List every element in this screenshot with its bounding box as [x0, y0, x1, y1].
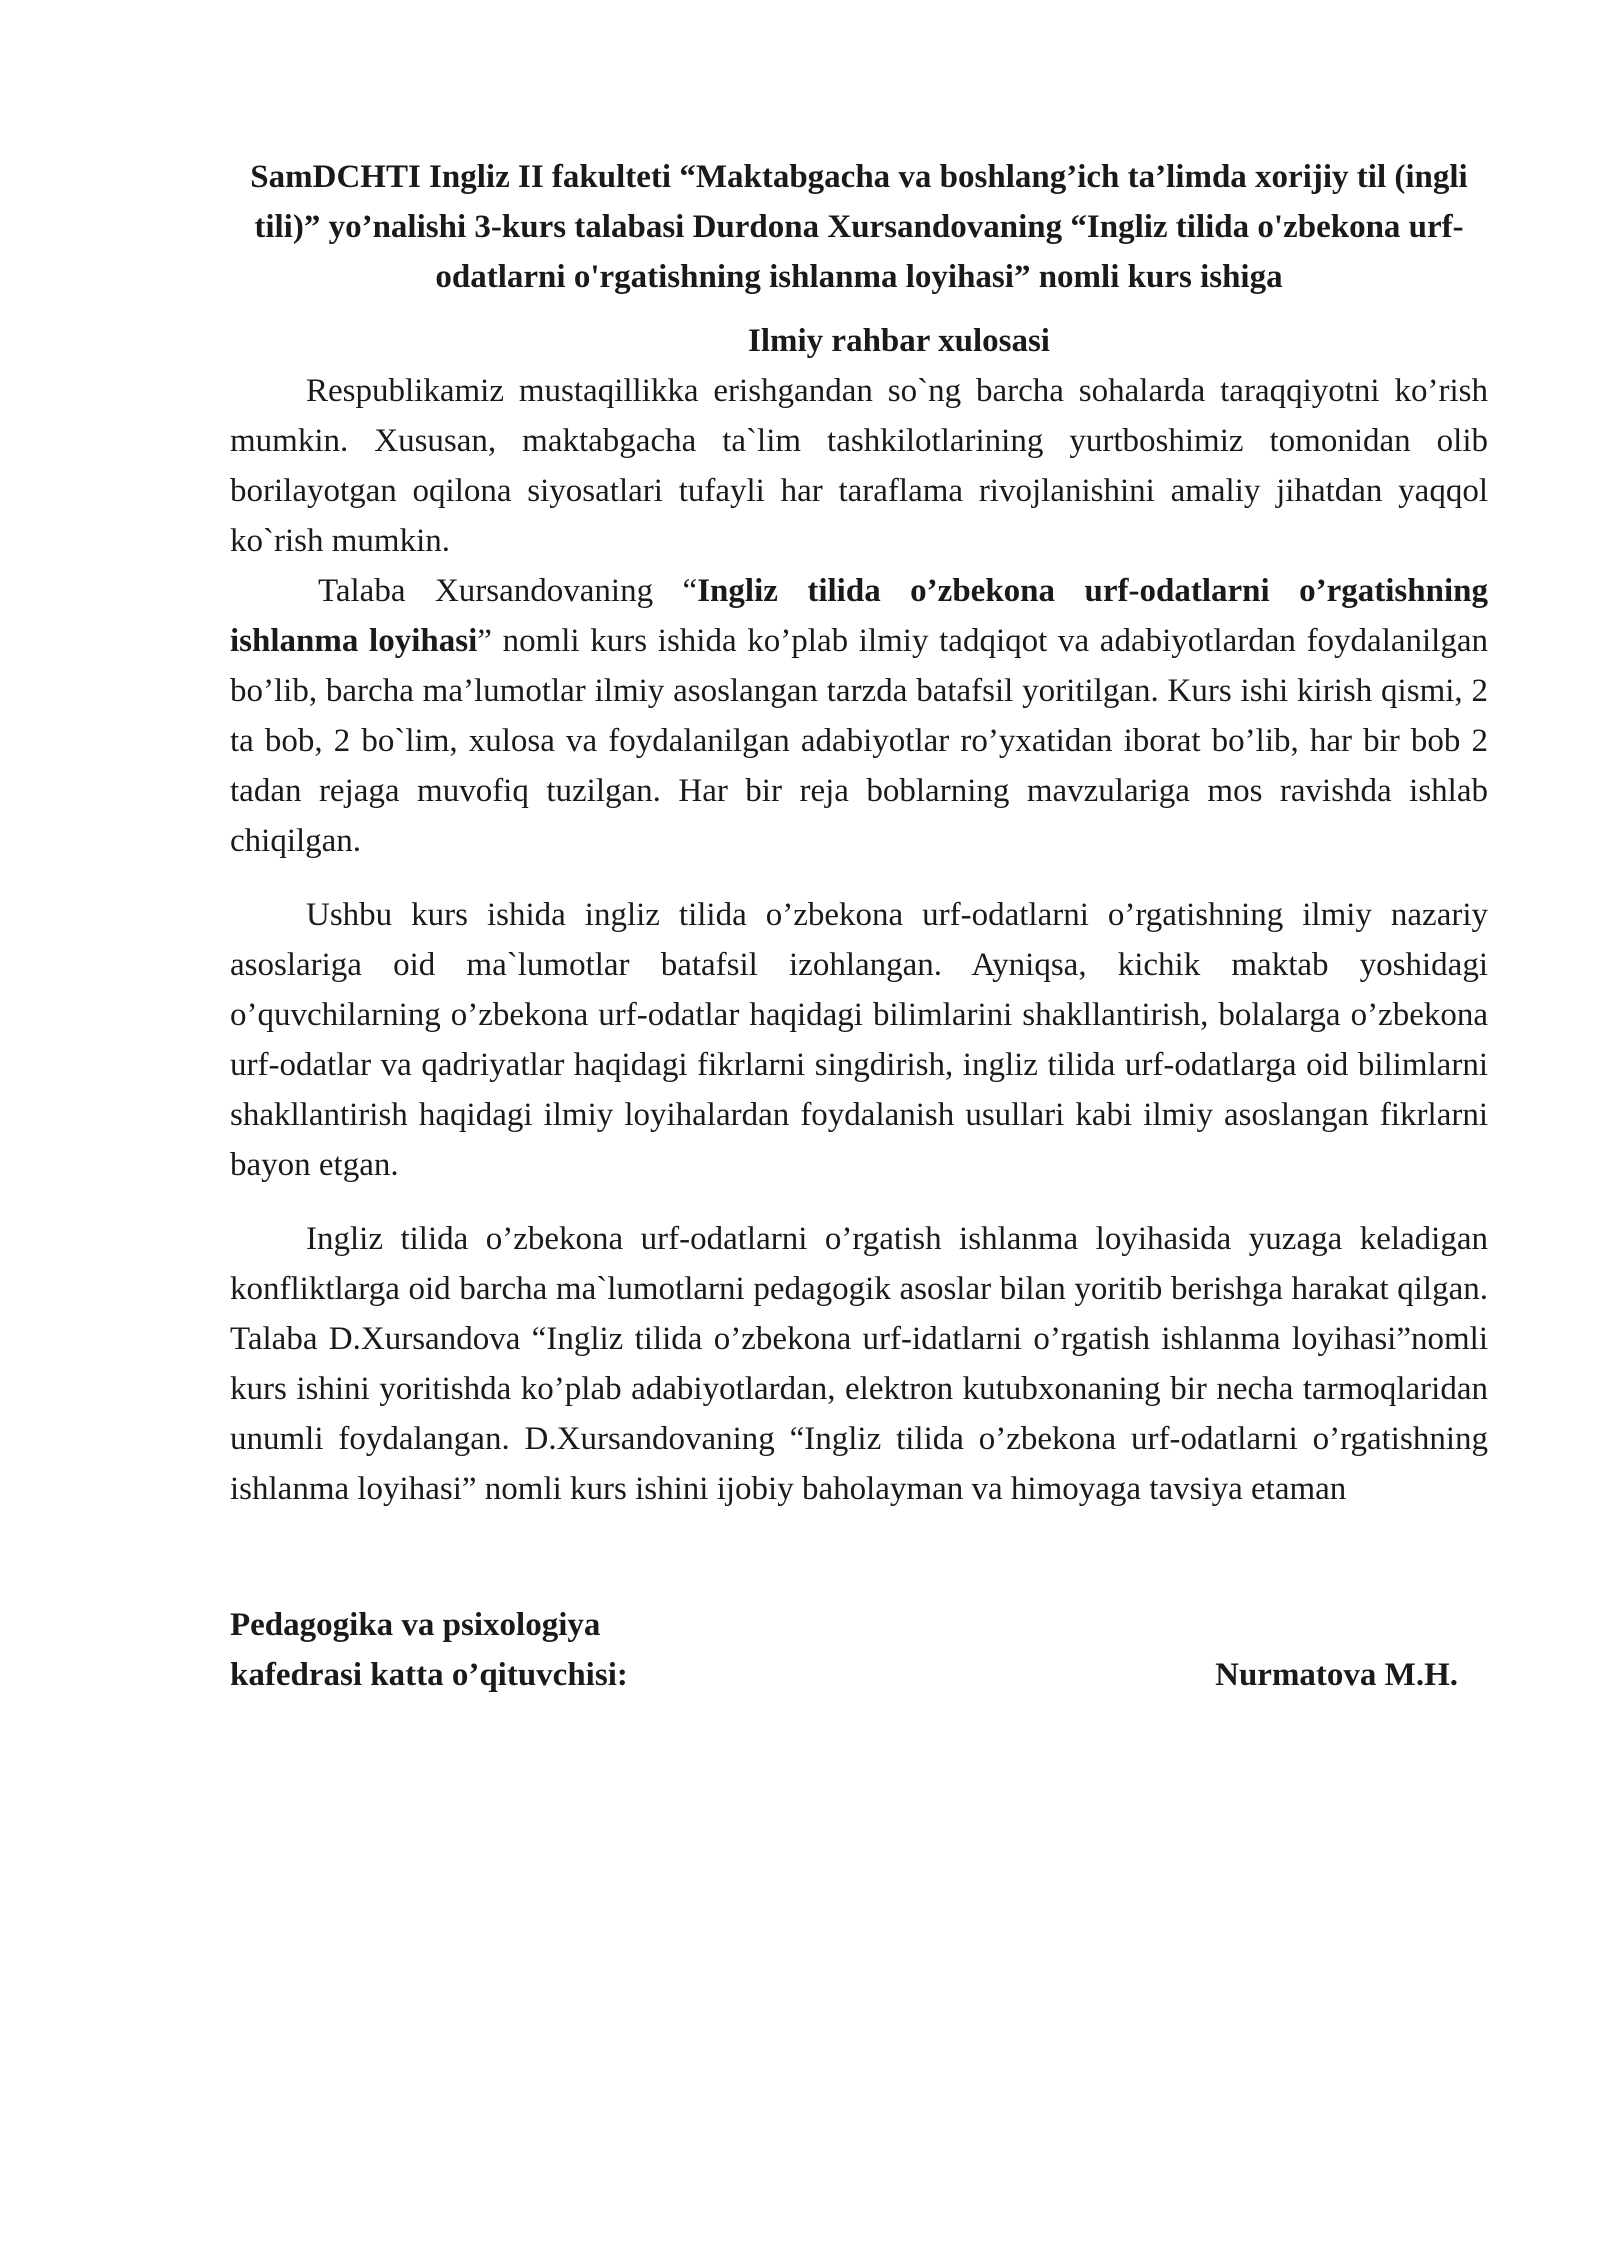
- signatory-name: Nurmatova M.H.: [1215, 1657, 1458, 1693]
- signatory-position: [230, 1600, 628, 1700]
- paragraph-student-work: [230, 566, 1488, 866]
- signatory-position-line2: kafedrasi katta o’qituvchisi:: [230, 1657, 628, 1693]
- signatory-position-line1: Pedagogika va psixologiya: [230, 1607, 601, 1643]
- signature-block: [230, 1600, 1488, 1700]
- paragraph-conclusion: Ingliz tilida o’zbekona urf-odatlarni o’rgatish ishlanma loyihasida yuzaga keladigan konfliktlarga oid barcha ma`lumotlarni pedagogik asoslar bilan yoritib berishga harakat qilgan. Talaba D.Xursandova “Ingliz tilida o’zbekona urf-idatlarni o’rgatish ishlanma loyihasi”nomli kurs ishini yoritishda ko’plab adabiyotlardan, elektron kutubxonaning bir necha tarmoqlaridan unumli foydalangan. D.Xursandovaning “Ingliz tilida o’zbekona urf-odatlarni o’rgatishning ishlanma loyihasi” nomli kurs ishini ijobiy baholayman va himoyaga tavsiya etaman: [230, 1221, 1488, 1507]
- document-subtitle: Ilmiy rahbar xulosasi: [748, 323, 1050, 359]
- document-page: [230, 152, 1488, 1700]
- paragraph-student-work-after: ” nomli kurs ishida ko’plab ilmiy tadqiqot va adabiyotlardan foydalanilgan bo’lib, barcha ma’lumotlar ilmiy asoslangan tarzda batafsil yoritilgan. Kurs ishi kirish qismi, 2 ta bob, 2 bo`lim, xulosa va foydalanilgan adabiyotlar ro’yxatidan iborat bo’lib, har bir bob 2 tadan rejaga muvofiq tuzilgan. Har bir reja boblarning mavzulariga mos ravishda ishlab chiqilgan.: [230, 623, 1489, 859]
- paragraph-intro: Respublikamiz mustaqillikka erishgandan so`ng barcha sohalarda taraqqiyotni ko’rish mumkin. Xususan, maktabgacha ta`lim tashkilotlarining yurtboshimiz tomonidan olib borilayotgan oqilona siyosatlari tufayli har taraflama rivojlanishini amaliy jihatdan yaqqol ko`rish mumkin.: [230, 373, 1488, 559]
- course-work-title-bold: Ingliz tilida o’zbekona urf-odatlarni o’rgatishning ishlanma loyihasi: [230, 573, 1488, 659]
- paragraph-student-work-before: Talaba Xursandovaning “: [318, 573, 698, 609]
- paragraph-content-summary: Ushbu kurs ishida ingliz tilida o’zbekona urf-odatlarni o’rgatishning ilmiy nazariy asoslariga oid ma`lumotlar batafsil izohlangan. Ayniqsa, kichik maktab yoshidagi o’quvchilarning o’zbekona urf-odatlar haqidagi bilimlarini shakllantirish, bolalarga o’zbekona urf-odatlar va qadriyatlar haqidagi fikrlarni singdirish, ingliz tilida urf-odatlarga oid bilimlarni shakllantirish haqidagi ilmiy loyihalardan foydalanish usullari kabi ilmiy asoslangan fikrlarni bayon etgan.: [230, 897, 1488, 1183]
- document-title: SamDCHTI Ingliz II fakulteti “Maktabgacha va boshlang’ich ta’limda xorijiy til (ingli tili)” yo’nalishi 3-kurs talabasi Durdona Xursandovaning “Ingliz tilida o'zbekona urf-odatlarni o'rgatishning ishlanma loyihasi” nomli kurs ishiga: [250, 159, 1468, 295]
